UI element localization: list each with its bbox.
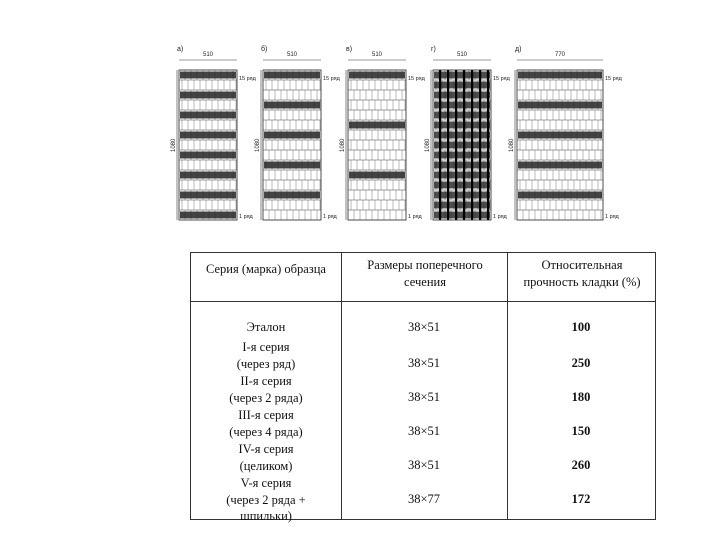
panel-letter: а) [177, 46, 184, 53]
series-line: (целиком) [239, 458, 293, 473]
reinforcement-band [434, 142, 490, 149]
width-label: 510 [287, 52, 298, 58]
reinforcement-band [434, 182, 490, 189]
table-row-strength: 260 [571, 458, 591, 472]
top-course-label: 15 ряд [605, 76, 622, 82]
series-line: IV-я серия [238, 442, 294, 456]
table-row-strength: 250 [571, 356, 591, 370]
reinforcement-band [180, 212, 236, 219]
series-line: V-я серия [240, 476, 292, 490]
table-row-size: 38×51 [407, 424, 441, 438]
panel-letter: в) [346, 46, 353, 53]
width-label: 770 [555, 52, 566, 58]
top-course-label: 15 ряд [323, 76, 340, 82]
reinforcement-band [434, 102, 490, 109]
table-row-series [191, 407, 341, 440]
panel-letter: б) [261, 46, 268, 53]
table-row-strength: 180 [571, 390, 591, 404]
top-course-label: 15 ряд [493, 76, 510, 82]
series-line: шпильки) [240, 509, 292, 523]
table-row-strength: 100 [571, 320, 591, 334]
bottom-course-label: 1 ряд [605, 214, 619, 220]
series-line: (через 2 ряда + [226, 492, 306, 507]
bottom-course-label: 1 ряд [408, 214, 422, 220]
vertical-rod [463, 70, 465, 220]
reinforcement-band [264, 72, 320, 79]
reinforcement-band [180, 192, 236, 199]
series-line: II-я серия [240, 374, 292, 388]
table-row-series [191, 475, 341, 525]
table-row-size: 38×51 [407, 320, 441, 334]
reinforcement-band [349, 172, 405, 179]
table-header-rule [191, 301, 655, 302]
series-line: III-я серия [238, 408, 294, 422]
table-divider [341, 253, 342, 519]
reinforcement-band [518, 162, 602, 169]
height-label: 1080 [171, 138, 177, 152]
table-row-series [191, 441, 341, 474]
bottom-course-label: 1 ряд [323, 214, 337, 220]
reinforcement-band [180, 92, 236, 99]
reinforcement-band [434, 202, 490, 209]
reinforcement-band [434, 172, 490, 179]
series-line: (через 4 ряда) [229, 424, 303, 439]
height-label: 1080 [340, 138, 346, 152]
reinforcement-band [180, 132, 236, 139]
table-row-size: 38×51 [407, 390, 441, 404]
vertical-rod [439, 70, 441, 220]
reinforcement-band [434, 162, 490, 169]
table-row-size: 38×51 [407, 356, 441, 370]
reinforcement-band [518, 102, 602, 109]
masonry-schemes-figure [165, 42, 622, 222]
reinforcement-band [434, 192, 490, 199]
reinforcement-band [518, 132, 602, 139]
table-row-series [191, 339, 341, 372]
reinforcement-band [180, 72, 236, 79]
reinforcement-band [434, 132, 490, 139]
vertical-rod [471, 70, 473, 220]
header-size: Размеры поперечного сечения [367, 258, 483, 289]
reinforcement-band [434, 122, 490, 129]
top-course-label: 15 ряд [239, 76, 256, 82]
series-line: (через ряд) [236, 356, 296, 371]
table-row-strength: 150 [571, 424, 591, 438]
header-series: Серия (марка) образца [206, 262, 326, 276]
vertical-rod [479, 70, 481, 220]
height-label: 1080 [255, 138, 261, 152]
series-line: Эталон [246, 320, 286, 334]
table-row-series [191, 373, 341, 406]
panel-letter: г) [431, 46, 436, 53]
reinforcement-band [434, 92, 490, 99]
wall-outline [348, 70, 406, 220]
reinforcement-band [434, 72, 490, 79]
reinforcement-band [180, 152, 236, 159]
height-label: 1080 [425, 138, 431, 152]
width-label: 510 [203, 52, 214, 58]
reinforcement-band [264, 162, 320, 169]
vertical-rod [455, 70, 457, 220]
table-row-series [191, 319, 341, 336]
table-row-size: 38×51 [407, 458, 441, 472]
table-row-size: 38×77 [407, 492, 441, 506]
reinforcement-band [434, 152, 490, 159]
reinforcement-band [349, 72, 405, 79]
reinforcement-band [434, 112, 490, 119]
series-line: I-я серия [242, 340, 290, 354]
table-divider [507, 253, 508, 519]
reinforcement-band [518, 192, 602, 199]
reinforcement-band [434, 82, 490, 89]
vertical-rod [487, 70, 489, 220]
top-course-label: 15 ряд [408, 76, 425, 82]
width-label: 510 [457, 52, 468, 58]
reinforcement-band [518, 72, 602, 79]
reinforcement-band [264, 102, 320, 109]
reinforcement-band [180, 172, 236, 179]
header-strength: Относительная прочность кладки (%) [523, 258, 641, 289]
reinforcement-band [264, 132, 320, 139]
reinforcement-band [349, 122, 405, 129]
reinforcement-band [180, 112, 236, 119]
reinforcement-band [434, 212, 490, 219]
series-line: (через 2 ряда) [229, 390, 303, 405]
reinforcement-band [264, 192, 320, 199]
width-label: 510 [372, 52, 383, 58]
panel-letter: д) [515, 46, 522, 53]
bottom-course-label: 1 ряд [239, 214, 253, 220]
strength-table [190, 252, 656, 523]
vertical-rod [447, 70, 449, 220]
table-row-strength: 172 [571, 492, 591, 506]
bottom-course-label: 1 ряд [493, 214, 507, 220]
height-label: 1080 [509, 138, 515, 152]
